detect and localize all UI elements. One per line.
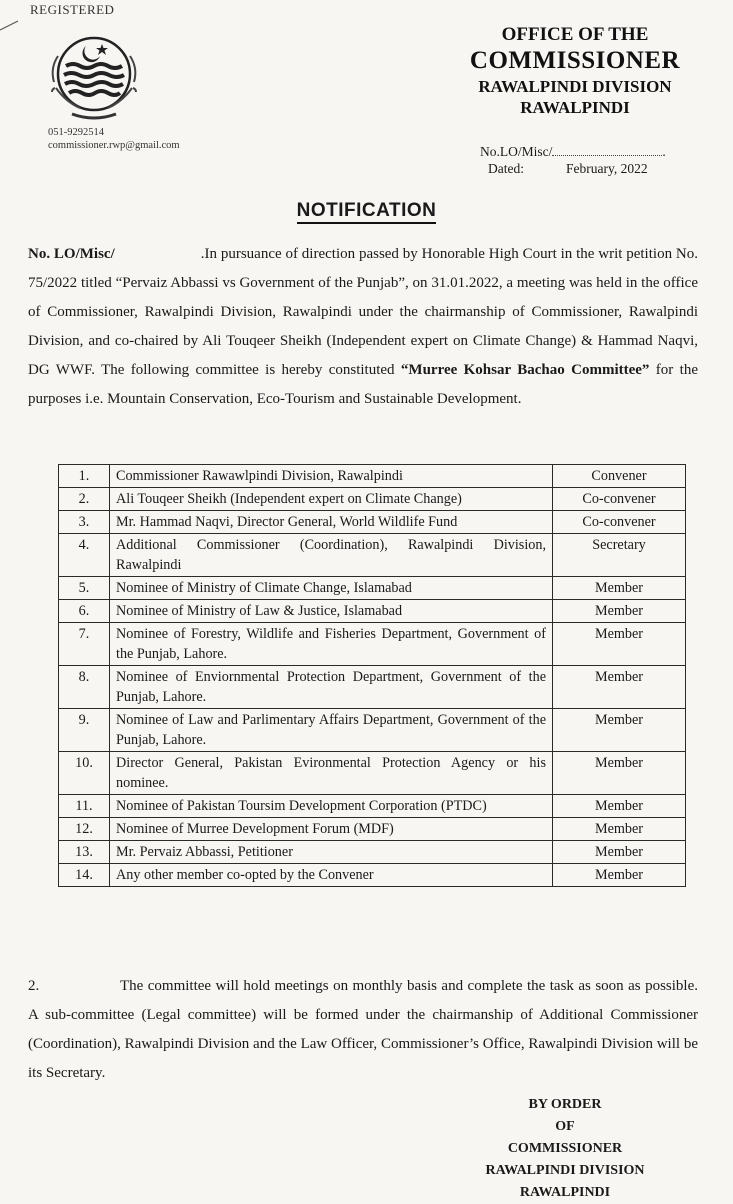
member-role: Member <box>553 795 686 818</box>
paragraph-1-number: No. LO/Misc/ <box>28 246 115 262</box>
member-role: Convener <box>553 465 686 488</box>
office-line-2: COMMISSIONER <box>469 47 681 74</box>
member-role: Member <box>553 818 686 841</box>
reference-blank <box>552 143 662 156</box>
phone-number: 051-9292514 <box>48 127 104 138</box>
member-description: Additional Commissioner (Coordination), Rawalpindi Division, Rawalpindi <box>110 534 553 577</box>
member-description: Any other member co-opted by the Convener <box>110 864 553 887</box>
member-description: Nominee of Ministry of Law & Justice, Islamabad <box>110 600 553 623</box>
reference-number <box>480 143 666 160</box>
member-number: 5. <box>59 577 110 600</box>
punjab-government-emblem-icon <box>42 22 146 126</box>
member-role: Member <box>553 623 686 666</box>
reference-dot: . <box>662 144 666 159</box>
page-title-text: NOTIFICATION <box>297 200 437 224</box>
member-number: 13. <box>59 841 110 864</box>
member-description: Nominee of Murree Development Forum (MDF) <box>110 818 553 841</box>
committee-table <box>58 464 686 887</box>
registered-stamp: REGISTERED <box>30 2 115 17</box>
signature-line-2: OF <box>555 1119 575 1134</box>
member-role: Co-convener <box>553 488 686 511</box>
table-row <box>59 511 686 534</box>
reference-number-text: No.LO/Misc/ <box>480 144 553 159</box>
member-description: Nominee of Law and Parlimentary Affairs Department, Government of the Punjab, Lahore. <box>110 709 553 752</box>
signature-line-5: RAWALPINDI <box>519 1185 611 1200</box>
paragraph-2 <box>28 972 698 1088</box>
table-row <box>59 465 686 488</box>
table-row <box>59 623 686 666</box>
member-description: Nominee of Pakistan Toursim Development Corporation (PTDC) <box>110 795 553 818</box>
member-role: Member <box>553 841 686 864</box>
member-number: 6. <box>59 600 110 623</box>
member-role: Co-convener <box>553 511 686 534</box>
member-role: Secretary <box>553 534 686 577</box>
committee-name: “Murree Kohsar Bachao Committee” <box>400 362 650 378</box>
signature-block <box>460 1094 670 1204</box>
member-number: 4. <box>59 534 110 577</box>
member-description: Commissioner Rawawlpindi Division, Rawalpindi <box>110 465 553 488</box>
table-row <box>59 864 686 887</box>
signature-line-3: COMMISSIONER <box>507 1141 623 1156</box>
table-row <box>59 488 686 511</box>
member-number: 10. <box>59 752 110 795</box>
member-description: Director General, Pakistan Evironmental Protection Agency or his nominee. <box>110 752 553 795</box>
member-description: Nominee of Ministry of Climate Change, Islamabad <box>110 577 553 600</box>
paragraph-1-text-b: for the purposes i.e. Mountain Conservation, Eco-Tourism and Sustainable Development. <box>28 362 698 407</box>
member-description: Ali Touqeer Sheikh (Independent expert on Climate Change) <box>110 488 553 511</box>
member-description: Mr. Pervaiz Abbassi, Petitioner <box>110 841 553 864</box>
member-role: Member <box>553 709 686 752</box>
paragraph-1-text-a: .In pursuance of direction passed by Honorable High Court in the writ petition No. 75/2022 titled “Pervaiz Abbassi vs Government of the Punjab”, on 31.01.2022, a meeting was held in the office of Commissioner, Rawalpindi Division, Rawalpindi under the chairmanship of Commissioner, Rawalpindi Division, and co-chaired by Ali Touqeer Sheikh (Independent expert on Climate Change) & Hammad Naqvi, DG WWF. The following committee is hereby constituted <box>28 246 698 378</box>
table-row <box>59 752 686 795</box>
member-number: 7. <box>59 623 110 666</box>
table-row <box>59 795 686 818</box>
dated-line <box>488 161 648 177</box>
committee-table-body <box>59 465 686 887</box>
signature-line-1: BY ORDER <box>528 1097 602 1112</box>
paragraph-2-text: The committee will hold meetings on monthly basis and complete the task as soon as possible. A sub-committee (Legal committee) will be formed under the chairmanship of Additional Commissioner (Coordination), Rawalpindi Division and the Law Officer, Commissioner’s Office, Rawalpindi Division will be its Secretary. <box>28 978 698 1081</box>
contact-info <box>48 126 180 152</box>
paragraph-1 <box>28 240 698 414</box>
signature-line-4: RAWALPINDI DIVISION <box>485 1163 645 1178</box>
member-description: Nominee of Forestry, Wildlife and Fisheries Department, Government of the Punjab, Lahore. <box>110 623 553 666</box>
member-number: 12. <box>59 818 110 841</box>
table-row <box>59 666 686 709</box>
member-number: 11. <box>59 795 110 818</box>
paragraph-2-number: 2. <box>28 978 40 994</box>
table-row <box>59 709 686 752</box>
pen-mark-icon <box>0 18 20 32</box>
member-number: 8. <box>59 666 110 709</box>
office-line-4: RAWALPINDI <box>520 98 630 117</box>
member-role: Member <box>553 600 686 623</box>
table-row <box>59 600 686 623</box>
office-line-1: OFFICE OF THE <box>501 24 649 45</box>
dated-label: Dated: <box>488 161 524 176</box>
member-description: Mr. Hammad Naqvi, Director General, World Wildlife Fund <box>110 511 553 534</box>
member-number: 3. <box>59 511 110 534</box>
dated-value: February, 2022 <box>566 161 648 176</box>
member-number: 2. <box>59 488 110 511</box>
member-number: 1. <box>59 465 110 488</box>
member-role: Member <box>553 666 686 709</box>
member-role: Member <box>553 864 686 887</box>
member-number: 9. <box>59 709 110 752</box>
member-role: Member <box>553 752 686 795</box>
member-description: Nominee of Enviornmental Protection Department, Government of the Punjab, Lahore. <box>110 666 553 709</box>
table-row <box>59 534 686 577</box>
office-line-3: RAWALPINDI DIVISION <box>478 77 672 96</box>
member-number: 14. <box>59 864 110 887</box>
member-role: Member <box>553 577 686 600</box>
table-row <box>59 577 686 600</box>
office-heading <box>440 24 710 118</box>
table-row <box>59 841 686 864</box>
page-title <box>0 200 733 222</box>
table-row <box>59 818 686 841</box>
email-address: commissioner.rwp@gmail.com <box>48 140 180 151</box>
